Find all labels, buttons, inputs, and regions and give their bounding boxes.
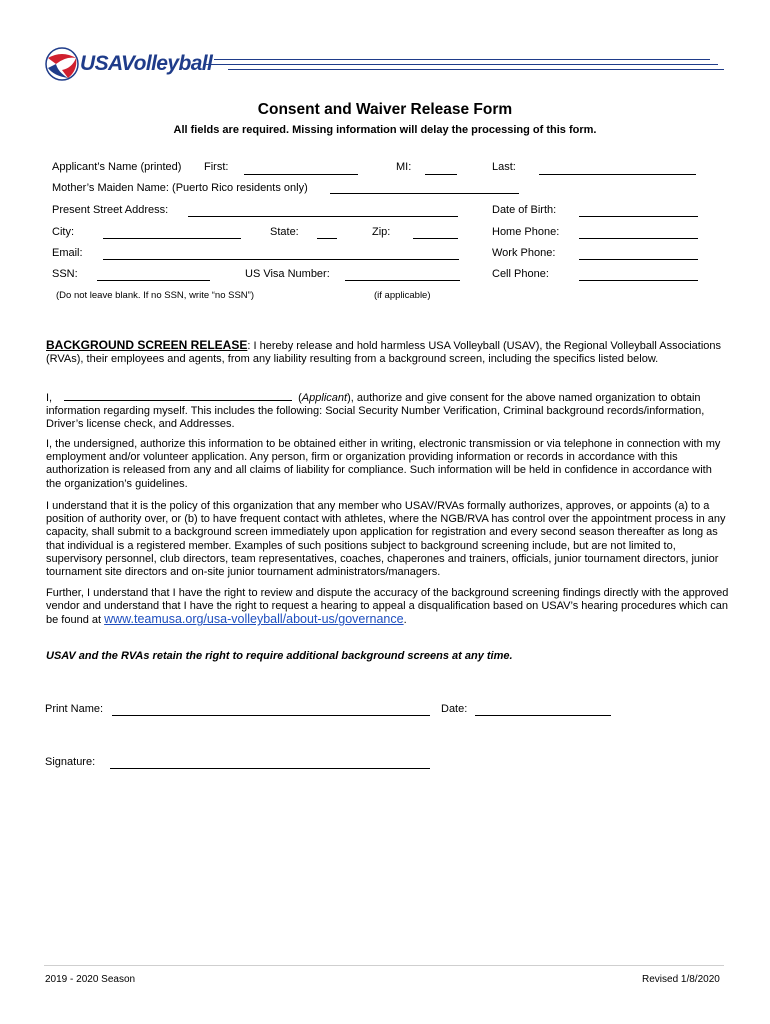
logo-wordmark: USAVolleyball bbox=[80, 52, 213, 75]
footer-revised: Revised 1/8/2020 bbox=[642, 974, 720, 985]
mi-field[interactable] bbox=[425, 174, 457, 175]
maiden-name-label: Mother’s Maiden Name: (Puerto Rico residents only) bbox=[52, 182, 308, 194]
header-rule-bottom bbox=[228, 69, 724, 70]
ssn-note: (Do not leave blank. If no SSN, write “no SSN”) bbox=[56, 290, 254, 301]
consent-text: ), authorize and give consent for the above named organization to obtain information regarding myself. This includes the following: Social Security Number Verification, Criminal background records/information, Driver’s license check, and Addresses. bbox=[46, 392, 705, 431]
applicant-label: Applicant bbox=[301, 392, 348, 404]
signature-label: Signature: bbox=[45, 756, 96, 768]
dispute-paragraph bbox=[46, 587, 730, 628]
footer-rule bbox=[44, 965, 724, 966]
dob-label: Date of Birth: bbox=[492, 204, 557, 216]
date-field[interactable] bbox=[475, 715, 611, 716]
print-name-field[interactable] bbox=[112, 715, 430, 716]
governance-link[interactable]: www.teamusa.org/usa-volleyball/about-us/governance bbox=[104, 612, 404, 627]
email-label: Email: bbox=[52, 247, 83, 259]
ssn-label: SSN: bbox=[52, 268, 78, 280]
last-name-field[interactable] bbox=[539, 174, 696, 175]
usav-logo bbox=[44, 46, 84, 86]
release-intro-text: : I hereby release and hold harmless USA Volleyball (USAV), the Regional Volleyball Associations (RVAs), their employees and agents, from any liability resulting from a background screen, including the specifics listed below. bbox=[46, 340, 722, 366]
footer-season: 2019 - 2020 Season bbox=[45, 974, 136, 985]
email-field[interactable] bbox=[103, 259, 459, 260]
applicant-name-label: Applicant’s Name (printed) bbox=[52, 161, 182, 173]
home-phone-field[interactable] bbox=[579, 238, 698, 239]
header-rule-top bbox=[214, 59, 710, 60]
city-label: City: bbox=[52, 226, 74, 238]
cell-phone-field[interactable] bbox=[579, 280, 698, 281]
visa-note: (if applicable) bbox=[374, 290, 431, 301]
last-name-label: Last: bbox=[492, 161, 516, 173]
policy-paragraph: I understand that it is the policy of this organization that any member who USAV/RVAs formally authorizes, approves, or appoints (a) to a position of authority over, or (b) to have frequent contact with athletes, where the NGB/RVA has control over the appointment process in any capacity, shall submit to a background screen immediately upon application for registration and every second season thereafter as long as that individual is a registered member. Examples of such positions subject to background screening include, but are not limited to, supervisory personnel, club directors, team representatives, coaches, chaperones and trainers, officials, junior tournament directors, junior tournament site directors and on-site junior tournament administrators/managers. bbox=[46, 500, 726, 579]
release-heading: BACKGROUND SCREEN RELEASE bbox=[46, 338, 248, 352]
mi-label: MI: bbox=[396, 161, 412, 173]
authorization-paragraph: I, the undersigned, authorize this information to be obtained either in writing, electronic transmission or via telephone in connection with my employment and/or volunteer application. Any person, firm or organization providing information or records in accordance with this authorization is released from any and all claims of liability for compliance. Such information will be held in confidence in accordance with the organization’s guidelines. bbox=[46, 438, 721, 490]
first-name-label: First: bbox=[204, 161, 229, 173]
zip-label: Zip: bbox=[372, 226, 391, 238]
consent-name-field[interactable] bbox=[64, 390, 292, 401]
consent-i: I, bbox=[46, 392, 53, 404]
home-phone-label: Home Phone: bbox=[492, 226, 560, 238]
print-name-label: Print Name: bbox=[45, 703, 104, 715]
ssn-field[interactable] bbox=[97, 280, 210, 281]
dispute-period: . bbox=[403, 614, 407, 627]
work-phone-field[interactable] bbox=[579, 259, 698, 260]
dispute-text: Further, I understand that I have the right to review and dispute the accuracy of the background screening findings directly with the approved vendor and understand that I have the right to request a hearing to appeal a disqualification based on USAV’s hearing procedures which can be found at bbox=[46, 587, 729, 627]
state-field[interactable] bbox=[317, 238, 337, 239]
applicant-consent-paragraph: I, (Applicant), authorize and give consent for the above named organization to obtain information regarding myself. This includes the following: Social Security Number Verification, Criminal background records/information, Driver’s license check, and Addresses. bbox=[46, 392, 705, 431]
zip-field[interactable] bbox=[413, 238, 458, 239]
work-phone-label: Work Phone: bbox=[492, 247, 556, 259]
first-name-field[interactable] bbox=[244, 174, 358, 175]
volleyball-logo-icon bbox=[44, 46, 80, 82]
maiden-name-field[interactable] bbox=[330, 193, 519, 194]
form-subtitle: All fields are required. Missing information will delay the processing of this form. bbox=[173, 124, 597, 136]
street-address-label: Present Street Address: bbox=[52, 204, 169, 216]
dob-field[interactable] bbox=[579, 216, 698, 217]
state-label: State: bbox=[270, 226, 299, 238]
release-intro bbox=[46, 339, 730, 366]
city-field[interactable] bbox=[103, 238, 241, 239]
visa-field[interactable] bbox=[345, 280, 460, 281]
date-label: Date: bbox=[441, 703, 468, 715]
additional-screens-notice: USAV and the RVAs retain the right to require additional background screens at any time. bbox=[46, 650, 513, 662]
signature-field[interactable] bbox=[110, 768, 430, 769]
form-title: Consent and Waiver Release Form bbox=[257, 101, 513, 118]
cell-phone-label: Cell Phone: bbox=[492, 268, 549, 280]
visa-label: US Visa Number: bbox=[245, 268, 330, 280]
street-address-field[interactable] bbox=[188, 216, 458, 217]
header-rule-mid bbox=[206, 64, 718, 65]
